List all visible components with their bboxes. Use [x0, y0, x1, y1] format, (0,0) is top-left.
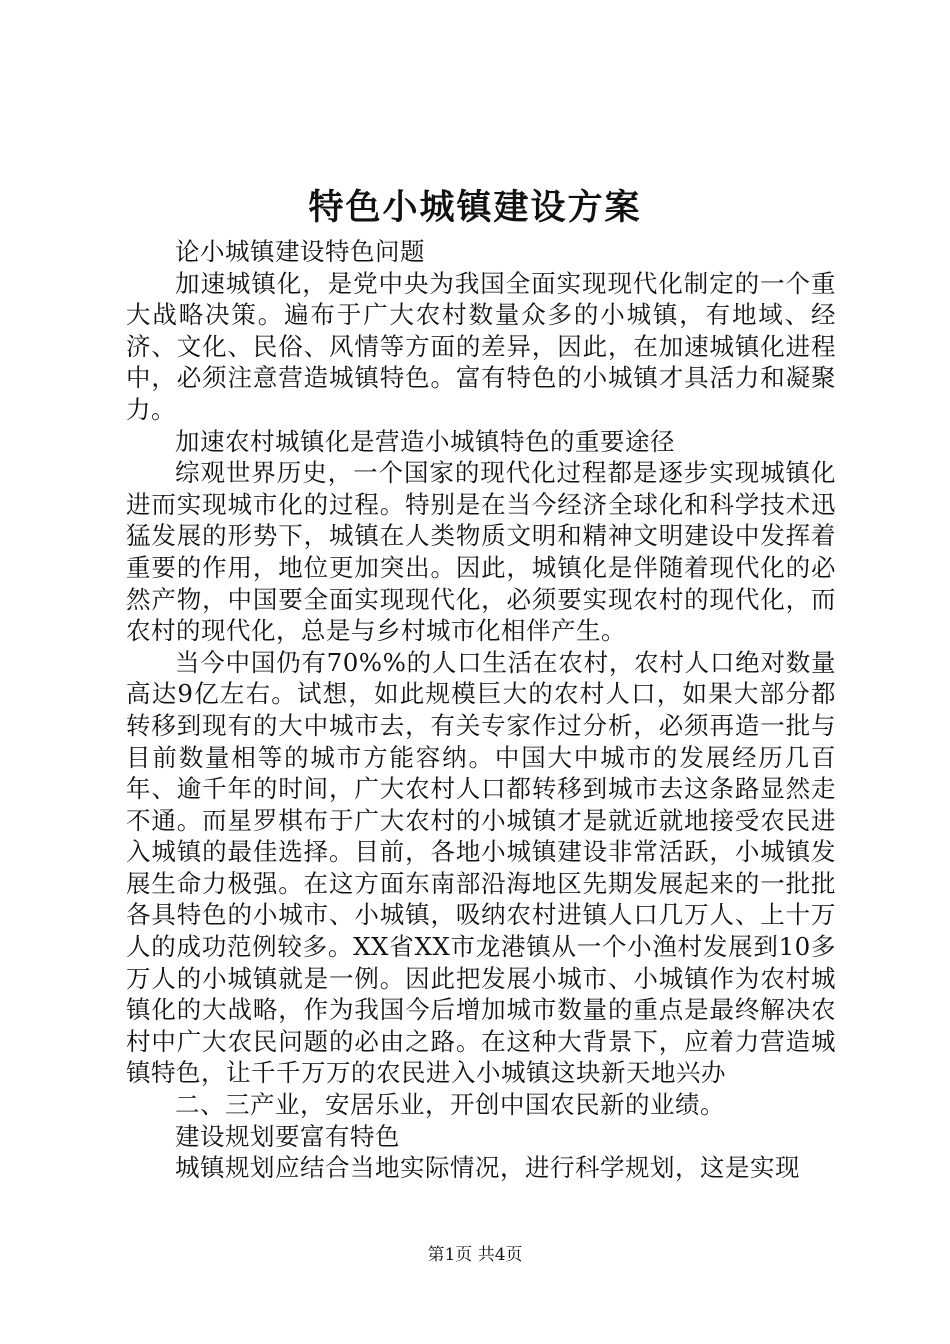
- paragraph: 当今中国仍有70%%的人口生活在农村，农村人口绝对数量高达9亿左右。试想，如此规模巨大的农村人口，如果大部分都转移到现有的大中城市去，有关专家作过分析，必须再造一批与目前数量相等的城市方能容纳。中国大中城市的发展经历几百年、逾千年的时间，广大农村人口都转移到城市去这条路显然走不通。而星罗棋布于广大农村的小城镇才是就近就地接受农民进入城镇的最佳选择。目前，各地小城镇建设非常活跃，小城镇发展生命力极强。在这方面东南部沿海地区先期发展起来的一批批各具特色的小城市、小城镇，吸纳农村进镇人口几万人、上十万人的成功范例较多。XX省XX市龙港镇从一个小渔村发展到10多万人的小城镇就是一例。因此把发展小城市、小城镇作为农村城镇化的大战略，作为我国今后增加城市数量的重点是最终解决农村中广大农民问题的必由之路。在这种大背景下，应着力营造城镇特色，让千千万万的农民进入小城镇这块新天地兴办: [126, 647, 836, 1088]
- paragraph: 城镇规划应结合当地实际情况，进行科学规划，这是实现: [175, 1153, 800, 1183]
- paragraph: 论小城镇建设特色问题: [175, 237, 425, 266]
- paragraph: 加速城镇化，是党中央为我国全面实现现代化制定的一个重大战略决策。遍布于广大农村数量众多的小城镇，有地域、经济、文化、民俗、风情等方面的差异，因此，在加速城镇化进程中，必须注意营造城镇特色。富有特色的小城镇才具活力和凝聚力。: [126, 268, 836, 424]
- paragraph: 建设规划要富有特色: [175, 1121, 400, 1151]
- paragraph: 加速农村城镇化是营造小城镇特色的重要途径: [175, 426, 675, 456]
- paragraph: 二、三产业，安居乐业，开创中国农民新的业绩。: [175, 1090, 725, 1120]
- page-number-footer: 第1页 共4页: [427, 1245, 523, 1265]
- paragraph: 综观世界历史，一个国家的现代化过程都是逐步实现城镇化进而实现城市化的过程。特别是在当今经济全球化和科学技术迅猛发展的形势下，城镇在人类物质文明和精神文明建设中发挥着重要的作用，地位更加突出。因此，城镇化是伴随着现代化的必然产物，中国要全面实现现代化，必须要实现农村的现代化，而农村的现代化，总是与乡村城市化相伴产生。: [126, 458, 836, 646]
- document-title: 特色小城镇建设方案: [308, 187, 642, 228]
- document-body: [126, 236, 836, 1184]
